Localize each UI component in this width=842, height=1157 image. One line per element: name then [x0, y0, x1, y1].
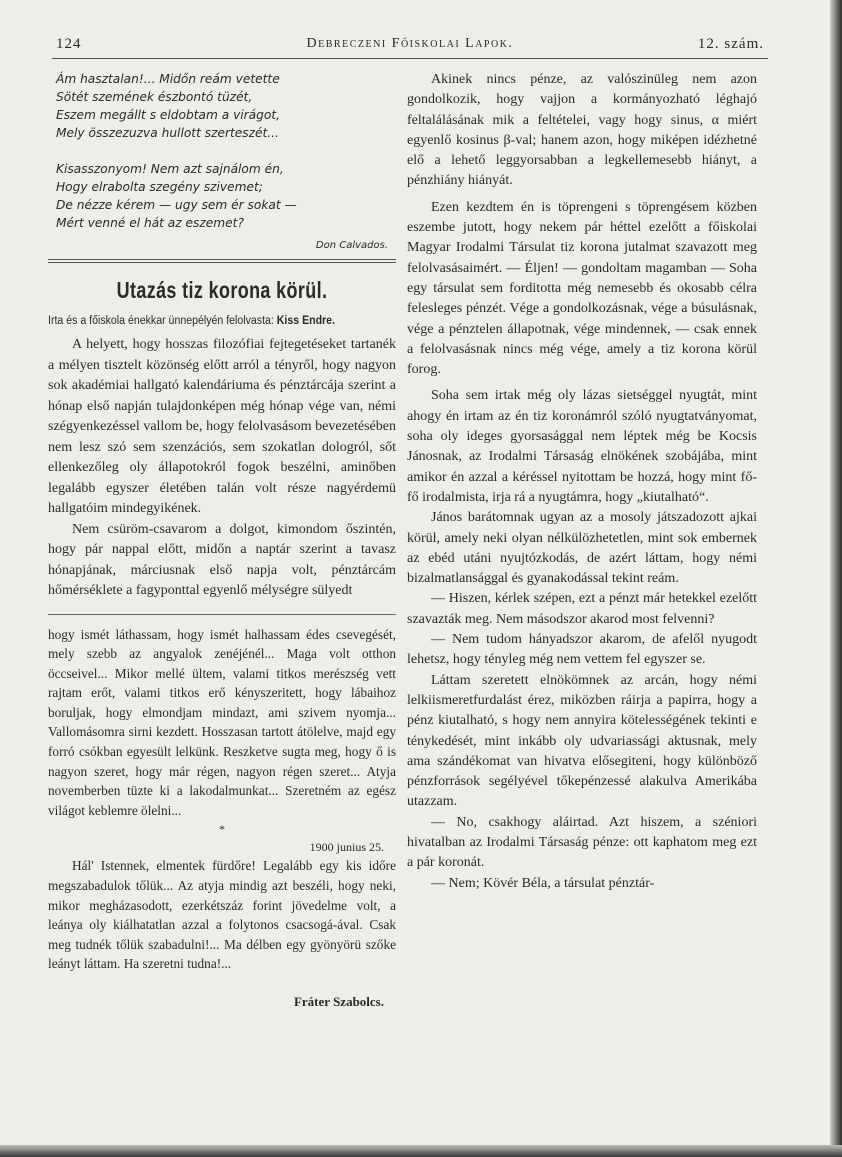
article-paragraph: A helyett, hogy hosszas filozófiai fejtegetéseket tartanék a mélyen tisztelt közönség előtt arról a tényről, hogy nagyon sok akadémiai hallgató kalendáriuma és pénztárcája szerint a hónap első napján tulajdonképen még hónap vége van, némi szégyenkezéssel vallom be, hogy felolvasásom bevezetésében nem lesz szó sem szenzációs, sem szokatlan dologról, sőt ellenkezőleg oly állapotokról fogok beszélni, aminőben legalább egyszer életében talán volt része nagyérdemü hallgatóim mindegyikének. [48, 337, 396, 516]
section-divider [48, 259, 396, 263]
page-header [56, 36, 764, 56]
article-paragraph: Akinek nincs pénze, az valószinüleg nem azon gondolkozik, hogy vajjon a kormányozható léghajó feltalálásának mik a feltételei, vagy hogy sinus, α miért egyenlő kosinus β-val; hanem azon, hogy miképen idézhetné elő a lehető leggyorsabban a legkellemesebb hiányt, a pénzhiány hiányát. [407, 72, 757, 189]
issue-number: 12. szám. [697, 36, 764, 52]
journal-title: Debreczeni Főiskolai Lapok. [306, 36, 514, 51]
article-paragraph: — Nem; Kövér Béla, a társulat pénztár- [431, 875, 655, 891]
article-paragraph: — No, csakhogy aláirtad. Azt hiszem, a széniori hivatalban az Irodalmi Társaság pénze: ott kaphatom meg ezt a pár koronát. [407, 814, 757, 871]
article-paragraph: — Hiszen, kérlek szépen, ezt a pénzt már hetekkel ezelőtt szavazták meg. Nem másodszor akarod most felvenni? [407, 591, 757, 627]
story-paragraph: hogy ismét láthassam, hogy ismét halhassam édes csevegését, mely szebb az angyalok zenéjénél... Maga volt otthon öccseivel... Mikor mellé ültem, valami titkos merészség vett rajtam erőt, valami titkos erő kényszeritett, hogy lábaihoz boruljak, hogy elmondjam mindazt, ami szivem nyomja... Vallomásomra sirni kezdett. Hosszasan tartott átölelve, majd egy forró csókban egyesült lelkünk. Reszketve sugta meg, hogy ő is nagyon szeret, hogy már régen, nagyon régen szeret... Atyja novemberben tüzte ki a lakodalmunkat... Szeretném az egész világot keblemre ölelni... [48, 626, 396, 818]
article-paragraph: — Nem tudom hányadszor akarom, de afelől nyugodt lehetsz, hogy tényleg még nem vettem fel egyszer se. [407, 632, 757, 668]
poem-stanza-2: Kisasszonyom! Nem azt sajnálom én, Hogy elrabolta szegény szivemet; De nézze kérem — ugy sem ér sokat — Mért venné el hát az eszemet? [56, 162, 297, 230]
article-paragraph: Nem csüröm-csavarom a dolgot, kimondom őszintén, hogy pár nappal előtt, midőn a naptár szerint a tavasz hónapjának, márciusnak első napja volt, pénztárcám hőmérséklete a fagyponttal egyenlő mélységre sülyedt [48, 521, 396, 598]
page-edge-shadow [830, 0, 842, 1157]
poem-stanza-1: Ám hasztalan!... Midőn reám vetette Sötét szemének észbontó tüzét, Eszem megállt s eldobtam a virágot, Mely összezuzva hullott szerteszét... [56, 72, 280, 140]
article-paragraph: Ezen kezdtem én is töprengeni s töprengésem közben eszembe jutott, hogy nekem pár héttel ezelőtt a főiskolai Magyar Irodalmi Társulat tiz korona jutalmat szavazott meg felolvasásaimért. — Éljen! — gondoltam magamban — Soha egy társulat sem forditotta még nemesebb és okosabb célra felesleges pénzét. Vége a gondolkozásnak, vége a búsulásnak, vége a pénztelen állapotnak, vége mindennek, — csak ennek a felolvasásnak nincs még vége, amely a tiz korona körül forog. [407, 199, 757, 378]
header-rule [52, 58, 768, 59]
page-bottom-shadow [0, 1145, 842, 1157]
story-author: Fráter Szabolcs. [293, 994, 384, 1009]
column-divider [48, 614, 396, 615]
article-left-text [48, 335, 396, 602]
right-column [407, 70, 757, 894]
article-paragraph: Láttam szeretett elnökömnek az arcán, hogy némi lelkiismeretfurdalást érez, miközben ráirja a papirra, hogy a pénz kiutalható, s hogy nem annyira kötelességének tekinti e ténykedését, mint inkább oly udvariassági aktusnak, mely ama szándékomat van hivatva elősegiteni, hogy különböző pénzforrások segélyével tőkepénzessé alakulva Amerikába utazzam. [407, 672, 757, 810]
article-headline: Utazás tiz korona körül. [116, 277, 328, 303]
article-byline [48, 315, 368, 327]
story-text [48, 625, 396, 1012]
article-paragraph: Soha sem irtak még oly lázas sietséggel nyugtát, mint ahogy én irtam az én tiz koronámról szóló nyugtatványomat, soha oly ideges gyorsasággal nem léptek még be Kocsis Jánosnak, az Irodalmi Társaság elnökének szobájába, mint amikor én azzal a kéréssel nyitottam be hozzá, hogy mint fő-fő irodalmista, irja rá a nyugtámra, hogy „kiutalható“. [407, 388, 757, 505]
story-paragraph: Hál' Istennek, elmentek fürdőre! Legalább egy kis időre megszabadulok tőlük... Az atyja mindig azt beszéli, hogy neki, mikor megházasodott, ezerkétszáz forint jövedelme volt, a leánya oly kiálhatatlan azzal a folytonos csacsogá-ával. Csak meg tudnék tőlük szabadulni!... Ma délben egy gyönyörü szőke leányt láttam. Ha szeretni tudna!... [48, 858, 396, 972]
byline-prefix: Irta és a főiskola énekkar ünnepélyén felolvasta: [48, 315, 274, 327]
byline-author: Kiss Endre. [276, 315, 336, 327]
poem-signature: Don Calvados. [315, 240, 388, 251]
poem [48, 70, 396, 232]
story-dateline: 1900 junius 25. [309, 840, 384, 855]
page-number: 124 [56, 36, 82, 52]
asterisk-separator: * [219, 822, 225, 837]
left-column [48, 70, 396, 1012]
article-paragraph: János barátomnak ugyan az a mosoly játszadozott ajkai körül, amely neki olyan nélkülözhetetlen, mint sok embernek az ebéd utáni nyujtózkodás, de azért láttam, hogy némi bizalmatlansággal és gyanakodással tekint reám. [407, 510, 757, 587]
article-right-text [407, 70, 757, 894]
